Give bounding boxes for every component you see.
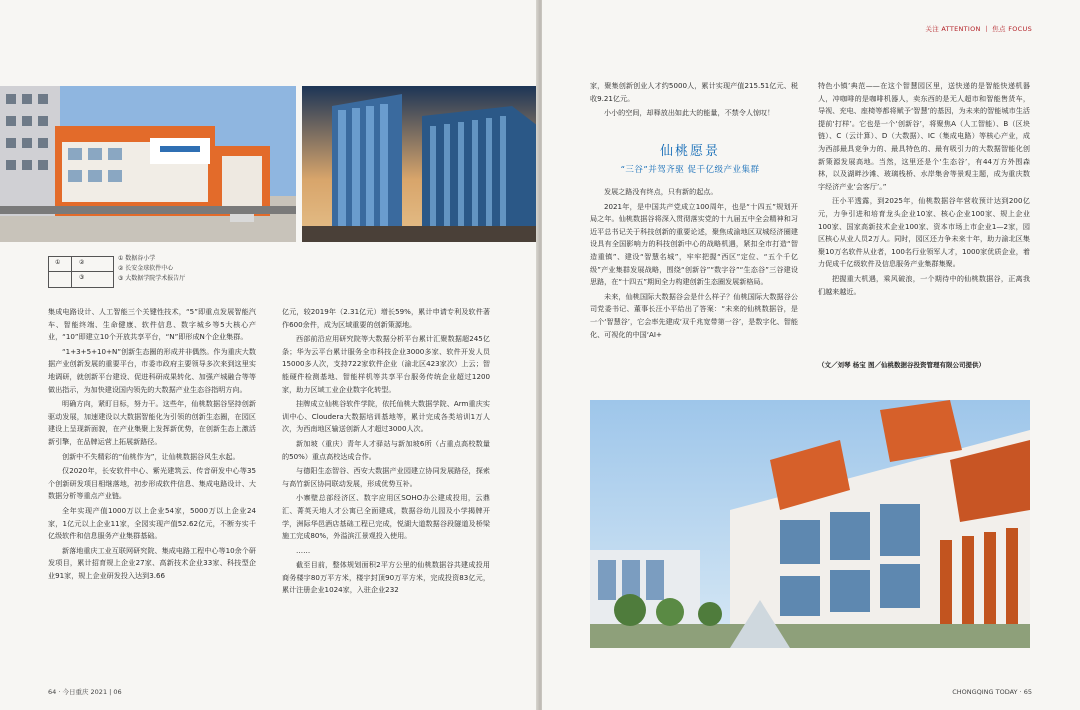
right-column-2: [818, 80, 1030, 300]
paragraph: 把握重大机遇，乘风破浪，一个期待中的仙桃数据谷，正离我们越来越近。: [818, 273, 1030, 296]
paragraph: 明确方向，紧盯目标，努力干。这些年，仙桃数据谷坚持创新驱动发展，加速建设以大数据智能化为引领的创新生态圈，在园区建设上呈现新面貌，在产业集聚上发挥新优势，在创新生态上激活新引擎，在品牌运营上拓展新路径。: [48, 399, 256, 446]
paragraph: 汪小平透露，到2025年，仙桃数据谷年营收预计达到200亿元，力争引进和培育龙头企业10家、核心企业100家、规上企业100家、国家高新技术企业100家、资本市场上市企业1—2家，园区核心从业人员2万人。同时，园区还力争未来十年，助力渝北区集聚10万名软件从业者，100名行业领军人才，1000家优质企业，着力促成千亿级软件及信息服务产业集群集聚。: [818, 196, 1030, 269]
left-column-1: [48, 306, 256, 584]
paragraph: 未来，仙桃国际大数据谷会是什么样子？仙桃国际大数据谷公司党委书记、董事长汪小平给出了答案：“未来的仙桃数据谷，是一个‘智慧谷’，它会率先建成‘双千兆宽带第一谷’，是数字化、智能化、可视化的中国‘AI+: [590, 291, 798, 339]
section-title: 仙桃愿景: [659, 144, 720, 159]
section-subtitle: “三谷”并驾齐驱 促千亿级产业集群: [620, 165, 760, 175]
photo-caption-list: [118, 254, 185, 284]
article-credit: （文／刘琴 杨宝 图／仙桃数据谷投资管理有限公司提供）: [818, 361, 986, 369]
caption-item: ② 长安金球软件中心: [118, 265, 174, 272]
paragraph: 西部前沿应用研究院等大数据分析平台累计汇聚数据超245亿条；华为云平台累计服务全市科技企业3000多家、软件开发人员15000多人次，支持722家软件企业（渝北区423家次）上云；智能硬件检测基地、智能样机等共享平台服务传统企业超过1200家，助力区域工业企业数字化转型。: [282, 334, 490, 394]
paragraph: 创新中不失精彩的“仙桃作为”，让仙桃数据谷风生水起。: [62, 451, 240, 461]
paragraph: 特色小镇’典范——在这个智慧园区里，送快递的是智能快递机器人，冲咖啡的是咖啡机器人，卖东西的是无人超市和智能售货车，导视、充电、座椅等都将赋予‘智慧’的基因，为未来的智能城市生活提前‘打样’。它也是一个‘创新谷’，将聚焦A（人工智能）、B（区块链）、C（云计算）、D（大数据）、IC（集成电路）等核心产业，成为西部最具竞争力的、最具特色的、最有吸引力的大数据智能化创新策源发展高地。当然，这里还是个‘生态谷’，有44万方外围森林，以及湖畔沙滩、玻璃栈桥、水岸集舍等景观主题，成为重庆数字经济产业‘会客厅’。”: [818, 81, 1030, 191]
paragraph: 新落地重庆工业互联网研究院、集成电路工程中心等10余个研发项目，累计招育规上企业27家、高新技术企业33家、科技型企业91家，规上企业研发投入达到3.66: [48, 545, 256, 580]
paragraph: ……: [296, 545, 311, 555]
grid-cell-2: ②: [79, 259, 85, 266]
paragraph: 挂牌成立仙桃谷软件学院，依托仙桃大数据学院、Arm重庆实训中心、Cloudera大数据培训基地等，累计完成各类培训1万人次，为西南地区输送创新人才超过3000人次。: [282, 399, 490, 434]
paragraph: 集成电路设计、人工智能三个关键性技术，“5”即重点发展智能汽车、智能终端、生命健康、软件信息、数字城乡等5大核心产业，“10”即建立10个开放共享平台，“N”即形成N个企业集群。: [48, 307, 256, 342]
paragraph: 仅2020年，长安软件中心、紫光建筑云、传音研发中心等35个创新研发项目相继落地，初步形成软件信息、集成电路设计、大数据分析等重点产业链。: [48, 466, 256, 501]
photo-software-center: [302, 86, 538, 242]
paragraph: 小寨壁总部经济区、数字应用区SOHO办公建成投用，云鼎汇、菁英天地人才公寓已全面建成，数据谷幼儿园及小学揭牌开学，洲际华邑酒店基础工程已完成，悦湖大道数据谷段隧道及桥梁施工完成80%，外溢滨江景观投入使用。: [282, 493, 490, 541]
left-page-footer: 64 · 今日重庆 2021 | 06: [48, 688, 122, 696]
paragraph: 2021年，是中国共产党成立100周年，也是“十四五”规划开局之年。仙桃数据谷将深入贯彻落实党的十九届五中全会精神和习近平总书记关于科技创新的重要论述，聚焦成渝地区双城经济圈建设具有全国影响力的科技创新中心的战略机遇，紧扣全市打造“智造重镇”、建设“智慧名城”，牢牢把握“西区”定位、“五个千亿级”产业集群发展战略，围绕“创新谷”“数字谷”“生态谷”三谷建设思路，在“十四五”期间全力构建创新生态圈发展新格局。: [590, 201, 798, 287]
grid-cell-3: ③: [79, 274, 85, 281]
right-page-footer: CHONGQING TODAY · 65: [952, 688, 1032, 696]
paragraph: 与德阳生态智谷、西安大数据产业园建立协同发展路径，探索与高竹新区协同联动发展，形成优势互补。: [282, 466, 490, 488]
photo-campus-building: [590, 400, 1030, 648]
caption-item: ③ 大数据学院学术报告厅: [118, 275, 186, 282]
paragraph: “1+3+5+10+N”创新生态圈的形成并非偶然。作为重庆大数据产业创新发展的重要平台，市委市政府主要领导多次来到这里实地调研，就创新平台建设、促进科研成果转化、加强产城融合等等做出指示，为加快建设国内领先的大数据产业生态谷指明方向。: [48, 346, 256, 394]
photo-data-valley-school: [0, 86, 296, 242]
left-page: [0, 0, 538, 710]
campus-building-illustration: [590, 400, 1030, 648]
caption-layout-grid: [48, 256, 114, 288]
paragraph: 亿元，较2019年（2.31亿元）增长59%，累计申请专利及软件著作600余件，成为区域重要的创新策源地。: [282, 307, 490, 329]
caption-item: ① 数据谷小学: [118, 255, 156, 262]
glass-tower-illustration: [302, 86, 538, 242]
section-header: 关注 ATTENTION 丨 焦点 FOCUS: [925, 25, 1032, 33]
paragraph: 家，聚集创新创业人才约5000人，累计实现产值215.51亿元、税收9.21亿元。: [590, 81, 798, 103]
paragraph: 新加坡（重庆）青年人才驿站与新加坡6所（占重点高校数量的50%）重点高校达成合作。: [282, 438, 490, 461]
paragraph: 全年实现产值1000万以上企业54家，5000万以上企业24家，1亿元以上企业11家，全园实现产值52.62亿元，不断夯实千亿级软件和信息服务产业集群基础。: [48, 505, 256, 541]
paragraph: 发展之路没有终点，只有新的起点。: [604, 187, 718, 196]
right-page: [542, 0, 1080, 710]
right-column-1-bottom: [590, 186, 798, 343]
grid-cell-1: ①: [55, 259, 61, 266]
paragraph: 小小的空间，却释放出如此大的能量，不禁令人惊叹！: [604, 108, 775, 118]
section-heading: [590, 140, 790, 175]
right-column-1-top: [590, 80, 798, 122]
paragraph: 截至目前，整体规划面积2平方公里的仙桃数据谷共建成投用商务楼宇80万平方米，楼宇封顶90万平方米，完成投资83亿元，累计注册企业1024家，入驻企业232: [282, 560, 490, 595]
left-column-2: [282, 306, 490, 599]
school-building-illustration: [0, 86, 296, 242]
